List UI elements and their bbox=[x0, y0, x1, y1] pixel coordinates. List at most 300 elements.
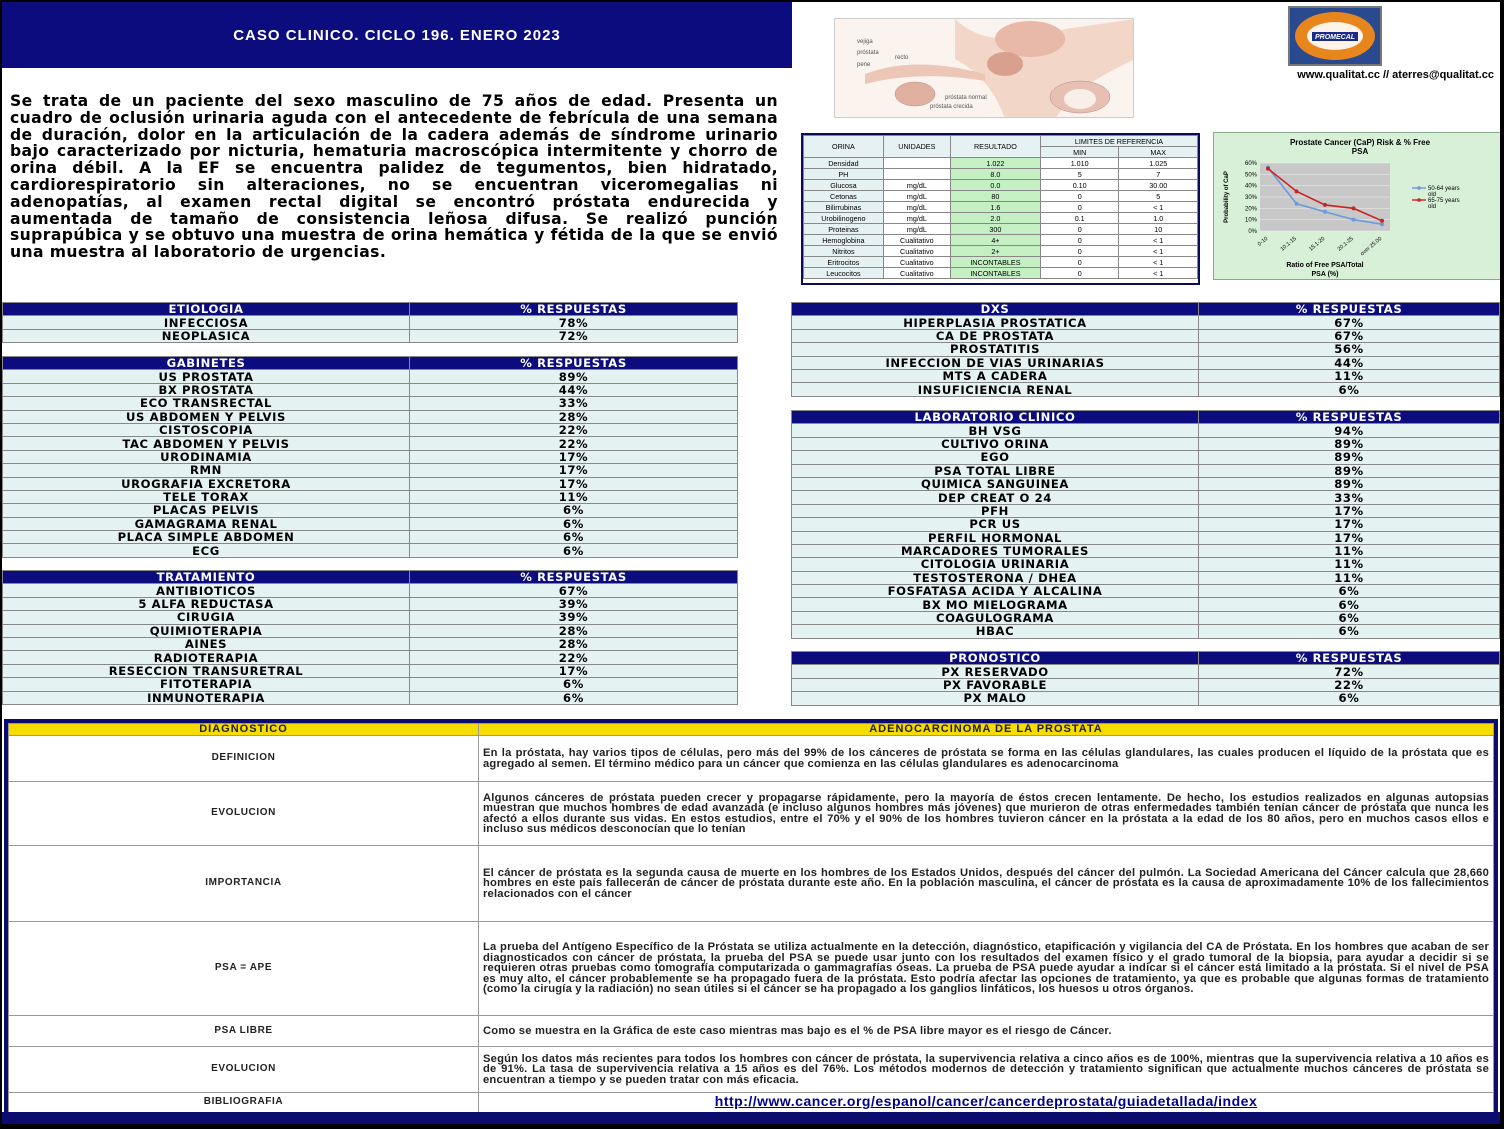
dxs-row bbox=[792, 316, 1500, 329]
gabinetes-row bbox=[3, 370, 738, 383]
laboratorio-header-cell: LABORATORIO CLINICO bbox=[792, 411, 1199, 424]
gabinetes-row bbox=[3, 410, 738, 423]
col-orina: ORINA bbox=[804, 136, 884, 158]
etiologia-header bbox=[3, 303, 738, 316]
etiologia-item: INFECCIOSA bbox=[3, 316, 410, 329]
urinalysis-cell: Eritrocitos bbox=[804, 257, 884, 268]
tratamiento-percent: 6% bbox=[410, 691, 738, 704]
legend-label-1: 65-75 years bbox=[1428, 198, 1460, 204]
urinalysis-row bbox=[804, 180, 1198, 191]
urinalysis-cell: Cualitativo bbox=[883, 235, 950, 246]
gabinetes-header-cell: GABINETES bbox=[3, 357, 410, 370]
pronostico-item: PX RESERVADO bbox=[792, 665, 1199, 678]
psa-risk-chart bbox=[1213, 132, 1500, 280]
gabinetes-percent: 89% bbox=[410, 370, 738, 383]
col-min: MIN bbox=[1040, 147, 1118, 158]
laboratorio-row bbox=[792, 424, 1500, 437]
dxs-row bbox=[792, 369, 1500, 382]
gabinetes-percent: 17% bbox=[410, 464, 738, 477]
anatomy-illustration bbox=[834, 18, 1134, 118]
urinalysis-cell: Bilirrubinas bbox=[804, 202, 884, 213]
urinalysis-cell: INCONTABLES bbox=[950, 268, 1040, 279]
tratamiento-percent: 22% bbox=[410, 651, 738, 664]
gabinetes-percent: 44% bbox=[410, 383, 738, 396]
laboratorio-percent: 11% bbox=[1199, 544, 1500, 557]
urinalysis-cell: Nitritos bbox=[804, 246, 884, 257]
dxs-percent: 6% bbox=[1199, 383, 1500, 396]
urinalysis-cell: 8.0 bbox=[950, 169, 1040, 180]
legend-marker-1 bbox=[1417, 198, 1421, 202]
gabinetes-header-cell: % RESPUESTAS bbox=[410, 357, 738, 370]
x-tick-label: 10.1-15 bbox=[1279, 235, 1298, 253]
laboratorio-header-cell: % RESPUESTAS bbox=[1199, 411, 1500, 424]
dxs-item: INSUFICIENCIA RENAL bbox=[792, 383, 1199, 396]
gabinetes-item: BX PROSTATA bbox=[3, 383, 410, 396]
urinalysis-cell: PH bbox=[804, 169, 884, 180]
diag-text: El cáncer de próstata es la segunda causa de muerte en los hombres de los Estados Unidos, después del cáncer del pulmón. La Sociedad Americana del Cáncer calcula que 28,660 hombres en este país fallecerán de cáncer de próstata durante este año. En la población masculina, el cáncer de próstata es la causa de aproximadamente 10% de los fallecimientos relacionados con el cáncer bbox=[479, 846, 1494, 922]
case-description: Se trata de un paciente del sexo masculino de 75 años de edad. Presenta un cuadro de oclusión urinaria aguda con el antecedente de febrícula de una semana de duración, dolor en la articulación de la cadera además de síndrome urinario bajo caracterizado por nicturia, hematuria macroscópica intermitente y chorro de orina débil. A la EF se encuentra palidez de tegumentos, bien hidratado, cardiorespiratorio sin alteraciones, no se encuentran viceromegalias ni adenopatías, al examen rectal digital se encontró próstata endurecida y aumentada de tamaño de consistencia leñosa difusa. Se realizó punción suprapúbica y se obtuvo una muestra de orina hemática y fétida de la que se envió una muestra al laboratorio de urgencias. bbox=[10, 92, 778, 262]
urinalysis-cell: mg/dL bbox=[883, 213, 950, 224]
urinalysis-cell: 1.025 bbox=[1119, 158, 1198, 169]
laboratorio-row bbox=[792, 437, 1500, 450]
gabinetes-item: PLACA SIMPLE ABDOMEN bbox=[3, 531, 410, 544]
diag-text: La prueba del Antígeno Específico de la Próstata se utiliza actualmente en la detección, diagnóstico, etapificación y vigilancia del CA de Próstata. En los hombres que acaban de ser diagnosticados con cáncer de próstata, la prueba del PSA se puede usar junto con los resultados del examen físico y el grado tumoral de la biopsia, para ayudar a decidir si se requieren otras pruebas como tomografía computarizada o gammagrafías óseas. La prueba de PSA puede ayudar a indicar si el cáncer está limitado a la próstata. Si el nivel de PSA es muy alto, el cáncer probablemente se ha propagado fuera de la próstata. Esto podría afectar las opciones de tratamiento, ya que es probable que algunas formas de tratamiento (como la cirugía y la radiación) no sean útiles si el cáncer se ha propagado a los ganglios linfáticos, los huesos u otros órganos. bbox=[479, 922, 1494, 1016]
urinalysis-cell: mg/dL bbox=[883, 180, 950, 191]
dxs-header-cell: % RESPUESTAS bbox=[1199, 303, 1500, 316]
laboratorio-row bbox=[792, 611, 1500, 624]
x-axis-label: Ratio of Free PSA/Total bbox=[1286, 262, 1364, 269]
gabinetes-row bbox=[3, 531, 738, 544]
x-tick-label: over 25.00 bbox=[1359, 235, 1384, 258]
y-tick-label: 10% bbox=[1244, 217, 1257, 224]
dxs-row bbox=[792, 383, 1500, 396]
gabinetes-percent: 6% bbox=[410, 531, 738, 544]
laboratorio-percent: 89% bbox=[1199, 477, 1500, 490]
y-axis-label: Probability of CaP bbox=[1224, 171, 1230, 223]
dxs-row bbox=[792, 343, 1500, 356]
tratamiento-item: CIRUGIA bbox=[3, 611, 410, 624]
x-tick-label: 15.1-20 bbox=[1308, 235, 1327, 253]
legend-label-1-line2: old bbox=[1428, 204, 1437, 210]
laboratorio-item: DEP CREAT O 24 bbox=[792, 491, 1199, 504]
urinalysis-cell: 0 bbox=[1040, 246, 1118, 257]
gabinetes-percent: 17% bbox=[410, 477, 738, 490]
urinalysis-cell bbox=[883, 158, 950, 169]
pronostico-header-cell: % RESPUESTAS bbox=[1199, 652, 1500, 665]
tratamiento-header bbox=[3, 571, 738, 584]
website-contact[interactable]: www.qualitat.cc // aterres@qualitat.cc bbox=[1297, 69, 1494, 81]
gabinetes-item: TELE TORAX bbox=[3, 490, 410, 503]
urinalysis-row bbox=[804, 268, 1198, 279]
laboratorio-percent: 11% bbox=[1199, 571, 1500, 584]
etiologia-row bbox=[3, 329, 738, 342]
laboratorio-row bbox=[792, 464, 1500, 477]
tratamiento-row bbox=[3, 691, 738, 704]
laboratorio-percent: 6% bbox=[1199, 625, 1500, 638]
gabinetes-row bbox=[3, 464, 738, 477]
pronostico-item: PX FAVORABLE bbox=[792, 678, 1199, 691]
tratamiento-item: ANTIBIOTICOS bbox=[3, 584, 410, 597]
urinalysis-row bbox=[804, 235, 1198, 246]
laboratorio-row bbox=[792, 491, 1500, 504]
laboratorio-percent: 89% bbox=[1199, 451, 1500, 464]
gabinetes-item: ECG bbox=[3, 544, 410, 557]
urinalysis-row bbox=[804, 191, 1198, 202]
tratamiento-item: FITOTERAPIA bbox=[3, 678, 410, 691]
urinalysis-cell: mg/dL bbox=[883, 191, 950, 202]
gabinetes-percent: 11% bbox=[410, 490, 738, 503]
etiologia-percent: 78% bbox=[410, 316, 738, 329]
anat-label-normal: próstata normal bbox=[945, 95, 987, 101]
urinalysis-cell: 5 bbox=[1040, 169, 1118, 180]
tratamiento-percent: 67% bbox=[410, 584, 738, 597]
tratamiento-row bbox=[3, 584, 738, 597]
anat-label-pene: pene bbox=[857, 62, 871, 68]
series-point-1 bbox=[1266, 167, 1270, 171]
series-point-0 bbox=[1323, 210, 1327, 214]
etiologia-header-cell: ETIOLOGIA bbox=[3, 303, 410, 316]
y-tick-label: 30% bbox=[1244, 195, 1257, 201]
urinalysis-cell: mg/dL bbox=[883, 202, 950, 213]
anat-label-recto: recto bbox=[895, 55, 909, 61]
urinalysis-cell bbox=[883, 169, 950, 180]
chart-title: Prostate Cancer (CaP) Risk & % Free bbox=[1289, 138, 1431, 147]
gabinetes-row bbox=[3, 504, 738, 517]
urinalysis-cell: < 1 bbox=[1119, 257, 1198, 268]
dxs-percent: 44% bbox=[1199, 356, 1500, 369]
urinalysis-cell: 1.022 bbox=[950, 158, 1040, 169]
anat-label-crecida: próstata crecida bbox=[930, 104, 973, 110]
pronostico-header bbox=[792, 652, 1500, 665]
tratamiento-table bbox=[2, 570, 738, 705]
pronostico-header-cell: PRONOSTICO bbox=[792, 652, 1199, 665]
urinalysis-cell: 0 bbox=[1040, 235, 1118, 246]
laboratorio-row bbox=[792, 477, 1500, 490]
tratamiento-item: RADIOTERAPIA bbox=[3, 651, 410, 664]
pronostico-percent: 22% bbox=[1199, 678, 1500, 691]
laboratorio-item: BX MO MIELOGRAMA bbox=[792, 598, 1199, 611]
laboratorio-percent: 6% bbox=[1199, 585, 1500, 598]
etiologia-header-cell: % RESPUESTAS bbox=[410, 303, 738, 316]
diag-header-right: ADENOCARCINOMA DE LA PROSTATA bbox=[479, 724, 1494, 736]
pronostico-percent: 6% bbox=[1199, 692, 1500, 705]
laboratorio-item: MARCADORES TUMORALES bbox=[792, 544, 1199, 557]
diag-label: EVOLUCION bbox=[9, 1047, 479, 1093]
urinalysis-cell: INCONTABLES bbox=[950, 257, 1040, 268]
gabinetes-item: US ABDOMEN Y PELVIS bbox=[3, 410, 410, 423]
gabinetes-item: RMN bbox=[3, 464, 410, 477]
tratamiento-row bbox=[3, 651, 738, 664]
laboratorio-percent: 89% bbox=[1199, 437, 1500, 450]
urinalysis-cell: < 1 bbox=[1119, 202, 1198, 213]
urinalysis-row bbox=[804, 257, 1198, 268]
laboratorio-item: CULTIVO ORINA bbox=[792, 437, 1199, 450]
gabinetes-row bbox=[3, 490, 738, 503]
gabinetes-table bbox=[2, 356, 738, 558]
diag-text: Según los datos más recientes para todos los hombres con cáncer de próstata, la supervivencia relativa a cinco años es de 100%, mientras que la supervivencia relativa a 10 años es de 91%. La tasa de supervivencia relativa a 15 años es del 76%. Los métodos modernos de detección y tratamiento significan que actualmente muchos cánceres de próstata se encuentran a tiempo y se pueden tratar con más eficacia. bbox=[479, 1047, 1494, 1093]
dxs-row bbox=[792, 356, 1500, 369]
laboratorio-table bbox=[791, 410, 1500, 639]
series-point-1 bbox=[1295, 189, 1299, 193]
tratamiento-row bbox=[3, 678, 738, 691]
urinalysis-cell: Cetonas bbox=[804, 191, 884, 202]
tratamiento-item: QUIMIOTERAPIA bbox=[3, 624, 410, 637]
urinalysis-cell: Proteinas bbox=[804, 224, 884, 235]
gabinetes-item: US PROSTATA bbox=[3, 370, 410, 383]
urinalysis-cell: 30.00 bbox=[1119, 180, 1198, 191]
tratamiento-percent: 39% bbox=[410, 597, 738, 610]
dxs-item: INFECCION DE VIAS URINARIAS bbox=[792, 356, 1199, 369]
laboratorio-item: FOSFATASA ACIDA Y ALCALINA bbox=[792, 585, 1199, 598]
chart-title-line2: PSA bbox=[1351, 147, 1369, 156]
tratamiento-item: AINES bbox=[3, 637, 410, 650]
laboratorio-percent: 33% bbox=[1199, 491, 1500, 504]
tratamiento-row bbox=[3, 597, 738, 610]
promecal-logo bbox=[1288, 6, 1382, 66]
gabinetes-item: TAC ABDOMEN Y PELVIS bbox=[3, 437, 410, 450]
urinalysis-cell: 1.6 bbox=[950, 202, 1040, 213]
urinalysis-cell: 2.0 bbox=[950, 213, 1040, 224]
etiologia-table bbox=[2, 302, 738, 343]
tratamiento-percent: 6% bbox=[410, 678, 738, 691]
gabinetes-percent: 33% bbox=[410, 397, 738, 410]
gabinetes-item: URODINAMIA bbox=[3, 450, 410, 463]
urinalysis-row bbox=[804, 169, 1198, 180]
urinalysis-cell: 10 bbox=[1119, 224, 1198, 235]
gabinetes-row bbox=[3, 517, 738, 530]
tratamiento-item: INMUNOTERAPIA bbox=[3, 691, 410, 704]
laboratorio-percent: 6% bbox=[1199, 598, 1500, 611]
diagnostico-section bbox=[4, 719, 1498, 1119]
tratamiento-percent: 28% bbox=[410, 624, 738, 637]
tratamiento-percent: 17% bbox=[410, 664, 738, 677]
urinalysis-cell: 1.0 bbox=[1119, 213, 1198, 224]
diag-text: Algunos cánceres de próstata pueden crecer y propagarse rápidamente, pero la mayoría de éstos crecen lentamente. De hecho, los estudios realizados en algunas autopsias muestran que muchos hombres de edad avanzada (e incluso algunos hombres más jóvenes) que murieron de otras enfermedades también tenían cáncer de próstata que nunca les afectó a ellos durante sus vidas. En estos estudios, entre el 70% y el 90% de los hombres tuvieron cáncer en la próstata a la edad de los 80 años, pero en muchos casos ellos e incluso sus médicos desconocían que lo tenían bbox=[479, 782, 1494, 846]
urinalysis-cell: < 1 bbox=[1119, 235, 1198, 246]
gabinetes-row bbox=[3, 397, 738, 410]
dxs-percent: 11% bbox=[1199, 369, 1500, 382]
tratamiento-percent: 28% bbox=[410, 637, 738, 650]
dxs-table bbox=[791, 302, 1500, 397]
laboratorio-item: COAGULOGRAMA bbox=[792, 611, 1199, 624]
y-tick-label: 40% bbox=[1244, 183, 1257, 190]
urinalysis-cell: Hemoglobina bbox=[804, 235, 884, 246]
urinalysis-cell: 5 bbox=[1119, 191, 1198, 202]
dxs-item: MTS A CADERA bbox=[792, 369, 1199, 382]
urinalysis-row bbox=[804, 213, 1198, 224]
tratamiento-row bbox=[3, 664, 738, 677]
dxs-percent: 67% bbox=[1199, 316, 1500, 329]
gabinetes-item: CISTOSCOPIA bbox=[3, 423, 410, 436]
dxs-percent: 56% bbox=[1199, 343, 1500, 356]
col-max: MAX bbox=[1119, 147, 1198, 158]
gabinetes-header bbox=[3, 357, 738, 370]
urinalysis-cell: Cualitativo bbox=[883, 246, 950, 257]
laboratorio-percent: 17% bbox=[1199, 518, 1500, 531]
gabinetes-row bbox=[3, 383, 738, 396]
urinalysis-cell: 0 bbox=[1040, 224, 1118, 235]
laboratorio-percent: 94% bbox=[1199, 424, 1500, 437]
dxs-header bbox=[792, 303, 1500, 316]
urinalysis-cell: 2+ bbox=[950, 246, 1040, 257]
col-resultado: RESULTADO bbox=[950, 136, 1040, 158]
dxs-row bbox=[792, 329, 1500, 342]
tratamiento-header-cell: TRATAMIENTO bbox=[3, 571, 410, 584]
laboratorio-row bbox=[792, 571, 1500, 584]
laboratorio-item: CITOLOGIA URINARIA bbox=[792, 558, 1199, 571]
gabinetes-row bbox=[3, 544, 738, 557]
diag-label: DEFINICION bbox=[9, 736, 479, 782]
y-tick-label: 50% bbox=[1244, 172, 1257, 179]
etiologia-item: NEOPLASICA bbox=[3, 329, 410, 342]
urinalysis-cell: 0.10 bbox=[1040, 180, 1118, 191]
laboratorio-item: BH VSG bbox=[792, 424, 1199, 437]
urinalysis-table bbox=[801, 133, 1200, 285]
diag-text: En la próstata, hay varios tipos de células, pero más del 99% de los cánceres de próstata se forma en las células glandulares, las cuales producen el líquido de la próstata que es agregado al semen. El término médico para un cáncer que comienza en las células glandulares es adenocarcinoma bbox=[479, 736, 1494, 782]
urinalysis-cell: 0.1 bbox=[1040, 213, 1118, 224]
urinalysis-cell: 0 bbox=[1040, 268, 1118, 279]
series-point-1 bbox=[1380, 219, 1384, 223]
tratamiento-item: 5 ALFA REDUCTASA bbox=[3, 597, 410, 610]
diag-label: PSA LIBRE bbox=[9, 1016, 479, 1047]
legend-label-0: 50-64 years bbox=[1428, 186, 1460, 192]
laboratorio-percent: 89% bbox=[1199, 464, 1500, 477]
laboratorio-item: QUIMICA SANGUINEA bbox=[792, 477, 1199, 490]
laboratorio-item: EGO bbox=[792, 451, 1199, 464]
x-axis-label-line2: PSA (%) bbox=[1311, 271, 1339, 278]
gabinetes-percent: 28% bbox=[410, 410, 738, 423]
laboratorio-percent: 11% bbox=[1199, 558, 1500, 571]
anat-label-prostata: próstata bbox=[857, 50, 879, 56]
gabinetes-item: UROGRAFIA EXCRETORA bbox=[3, 477, 410, 490]
bibliografia-link[interactable]: http://www.cancer.org/espanol/cancer/cancerdeprostata/guiadetallada/index bbox=[714, 1093, 1258, 1110]
gabinetes-row bbox=[3, 477, 738, 490]
laboratorio-item: PCR US bbox=[792, 518, 1199, 531]
urinalysis-cell: Urobilinogeno bbox=[804, 213, 884, 224]
tratamiento-header-cell: % RESPUESTAS bbox=[410, 571, 738, 584]
urinalysis-cell: Cualitativo bbox=[883, 257, 950, 268]
gabinetes-row bbox=[3, 423, 738, 436]
tratamiento-item: RESECCION TRANSURETRAL bbox=[3, 664, 410, 677]
urinalysis-cell: Leucocitos bbox=[804, 268, 884, 279]
laboratorio-item: PERFIL HORMONAL bbox=[792, 531, 1199, 544]
gabinetes-row bbox=[3, 437, 738, 450]
pronostico-percent: 72% bbox=[1199, 665, 1500, 678]
urinalysis-row bbox=[804, 224, 1198, 235]
diag-text: Como se muestra en la Gráfica de este caso mientras mas bajo es el % de PSA libre mayor es el riesgo de Cáncer. bbox=[479, 1016, 1494, 1047]
urinalysis-cell: < 1 bbox=[1119, 246, 1198, 257]
laboratorio-row bbox=[792, 598, 1500, 611]
laboratorio-row bbox=[792, 544, 1500, 557]
urinalysis-cell: 7 bbox=[1119, 169, 1198, 180]
gabinetes-percent: 6% bbox=[410, 504, 738, 517]
etiologia-row bbox=[3, 316, 738, 329]
urinalysis-cell: Glucosa bbox=[804, 180, 884, 191]
urinalysis-cell: 0 bbox=[1040, 191, 1118, 202]
pronostico-row bbox=[792, 665, 1500, 678]
series-point-1 bbox=[1352, 206, 1356, 210]
tratamiento-row bbox=[3, 624, 738, 637]
laboratorio-percent: 17% bbox=[1199, 531, 1500, 544]
gabinetes-percent: 22% bbox=[410, 437, 738, 450]
gabinetes-percent: 17% bbox=[410, 450, 738, 463]
laboratorio-row bbox=[792, 558, 1500, 571]
y-tick-label: 20% bbox=[1244, 206, 1257, 213]
tratamiento-percent: 39% bbox=[410, 611, 738, 624]
laboratorio-row bbox=[792, 625, 1500, 638]
dxs-item: HIPERPLASIA PROSTATICA bbox=[792, 316, 1199, 329]
pronostico-table bbox=[791, 651, 1500, 706]
bibliografia-label: BIBLIOGRAFIA bbox=[9, 1093, 479, 1113]
dxs-item: CA DE PROSTATA bbox=[792, 329, 1199, 342]
gabinetes-row bbox=[3, 450, 738, 463]
urinalysis-row bbox=[804, 246, 1198, 257]
urinalysis-row bbox=[804, 158, 1198, 169]
tratamiento-row bbox=[3, 637, 738, 650]
diag-label: PSA = APE bbox=[9, 922, 479, 1016]
urinalysis-cell: 0.0 bbox=[950, 180, 1040, 191]
urinalysis-cell: 300 bbox=[950, 224, 1040, 235]
gabinetes-item: ECO TRANSRECTAL bbox=[3, 397, 410, 410]
urinalysis-cell: 4+ bbox=[950, 235, 1040, 246]
x-tick-label: 0-10 bbox=[1256, 235, 1270, 248]
laboratorio-row bbox=[792, 451, 1500, 464]
urinalysis-cell: < 1 bbox=[1119, 268, 1198, 279]
anat-label-vejiga: vejiga bbox=[857, 39, 873, 45]
gabinetes-item: GAMAGRAMA RENAL bbox=[3, 517, 410, 530]
laboratorio-row bbox=[792, 531, 1500, 544]
laboratorio-item: PFH bbox=[792, 504, 1199, 517]
laboratorio-percent: 17% bbox=[1199, 504, 1500, 517]
laboratorio-item: PSA TOTAL LIBRE bbox=[792, 464, 1199, 477]
urinalysis-cell: 1.010 bbox=[1040, 158, 1118, 169]
page bbox=[2, 2, 1500, 1124]
laboratorio-item: TESTOSTERONA / DHEA bbox=[792, 571, 1199, 584]
legend-marker-0 bbox=[1417, 186, 1421, 190]
dxs-percent: 67% bbox=[1199, 329, 1500, 342]
footer-bar bbox=[2, 1112, 1500, 1124]
urinalysis-cell: 0 bbox=[1040, 257, 1118, 268]
laboratorio-row bbox=[792, 518, 1500, 531]
y-tick-label: 60% bbox=[1244, 161, 1257, 167]
laboratorio-row bbox=[792, 585, 1500, 598]
diag-label: EVOLUCION bbox=[9, 782, 479, 846]
pronostico-item: PX MALO bbox=[792, 692, 1199, 705]
laboratorio-item: HBAC bbox=[792, 625, 1199, 638]
urinalysis-cell: 80 bbox=[950, 191, 1040, 202]
legend-label-0-line2: old bbox=[1428, 192, 1437, 198]
laboratorio-percent: 6% bbox=[1199, 611, 1500, 624]
x-tick-label: 20.1-25 bbox=[1336, 235, 1355, 253]
pronostico-row bbox=[792, 692, 1500, 705]
gabinetes-percent: 6% bbox=[410, 517, 738, 530]
laboratorio-row bbox=[792, 504, 1500, 517]
laboratorio-header bbox=[792, 411, 1500, 424]
gabinetes-item: PLACAS PELVIS bbox=[3, 504, 410, 517]
dxs-item: PROSTATITIS bbox=[792, 343, 1199, 356]
etiologia-percent: 72% bbox=[410, 329, 738, 342]
dxs-header-cell: DXS bbox=[792, 303, 1199, 316]
urinalysis-cell: 0 bbox=[1040, 202, 1118, 213]
col-unidades: UNIDADES bbox=[883, 136, 950, 158]
y-tick-label: 0% bbox=[1248, 229, 1257, 235]
series-point-0 bbox=[1352, 218, 1356, 222]
urinalysis-row bbox=[804, 202, 1198, 213]
series-point-1 bbox=[1323, 203, 1327, 207]
col-limites: LIMITES DE REFERENCIA bbox=[1040, 136, 1197, 147]
series-point-0 bbox=[1295, 202, 1299, 206]
urinalysis-cell: Cualitativo bbox=[883, 268, 950, 279]
